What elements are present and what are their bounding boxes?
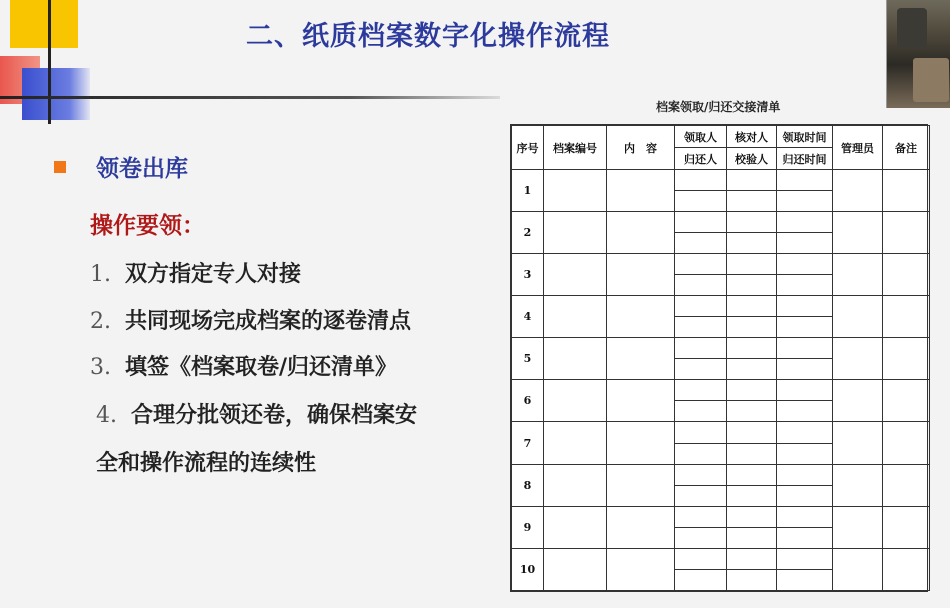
webcam-shape: [897, 8, 927, 48]
table-row: [512, 338, 930, 359]
decor-yellow-block: [10, 0, 78, 48]
row-manager-cell: [833, 212, 883, 254]
row-receiver-cell: [675, 338, 727, 359]
subheading: 操作要领：: [90, 213, 205, 239]
step-item: [90, 257, 301, 288]
row-remark-cell: [883, 506, 930, 548]
row-content-cell: [607, 338, 675, 380]
row-verifier-cell: [727, 401, 777, 422]
table-row: [512, 422, 930, 443]
row-returner-cell: [675, 359, 727, 380]
row-content-cell: [607, 380, 675, 422]
row-content-cell: [607, 296, 675, 338]
row-return-time-cell: [777, 485, 833, 506]
table-row: [512, 506, 930, 527]
row-receive-time-cell: [777, 170, 833, 191]
row-content-cell: [607, 506, 675, 548]
header-receive-time: 领取时间: [777, 126, 833, 148]
row-verifier-cell: [727, 317, 777, 338]
table-row: [512, 296, 930, 317]
row-receiver-cell: [675, 506, 727, 527]
row-receiver-cell: [675, 422, 727, 443]
table-row: [512, 380, 930, 401]
row-receiver-cell: [675, 380, 727, 401]
row-receiver-cell: [675, 254, 727, 275]
step-text: 合理分批领还卷，确保档案安: [131, 403, 418, 428]
row-receiver-cell: [675, 212, 727, 233]
row-verifier-cell: [727, 275, 777, 296]
row-checker-cell: [727, 464, 777, 485]
row-verifier-cell: [727, 443, 777, 464]
table-row: [512, 212, 930, 233]
bullet-square-icon: [54, 161, 66, 173]
row-remark-cell: [883, 170, 930, 212]
row-checker-cell: [727, 548, 777, 569]
step-item: [90, 304, 411, 335]
table-row: [512, 170, 930, 191]
row-remark-cell: [883, 254, 930, 296]
row-verifier-cell: [727, 485, 777, 506]
row-manager-cell: [833, 548, 883, 590]
row-seq-cell: 1: [512, 170, 544, 212]
row-receive-time-cell: [777, 212, 833, 233]
row-archive-no-cell: [544, 506, 607, 548]
slide-title: 二、纸质档案数字化操作流程: [246, 21, 610, 52]
row-checker-cell: [727, 422, 777, 443]
row-archive-no-cell: [544, 296, 607, 338]
row-return-time-cell: [777, 443, 833, 464]
header-archive-no: 档案编号: [544, 126, 607, 170]
row-verifier-cell: [727, 527, 777, 548]
row-checker-cell: [727, 296, 777, 317]
row-receive-time-cell: [777, 548, 833, 569]
row-return-time-cell: [777, 569, 833, 590]
step-text: 共同现场完成档案的逐卷清点: [125, 309, 412, 334]
row-remark-cell: [883, 464, 930, 506]
row-seq-cell: 6: [512, 380, 544, 422]
header-checker: 核对人: [727, 126, 777, 148]
row-return-time-cell: [777, 359, 833, 380]
row-archive-no-cell: [544, 170, 607, 212]
row-content-cell: [607, 254, 675, 296]
row-remark-cell: [883, 422, 930, 464]
row-checker-cell: [727, 212, 777, 233]
row-remark-cell: [883, 380, 930, 422]
row-manager-cell: [833, 380, 883, 422]
row-checker-cell: [727, 506, 777, 527]
row-returner-cell: [675, 527, 727, 548]
row-content-cell: [607, 422, 675, 464]
row-receiver-cell: [675, 464, 727, 485]
row-receive-time-cell: [777, 464, 833, 485]
step-item: [96, 398, 417, 429]
row-archive-no-cell: [544, 380, 607, 422]
row-seq-cell: 10: [512, 548, 544, 590]
row-manager-cell: [833, 296, 883, 338]
row-remark-cell: [883, 296, 930, 338]
row-seq-cell: 7: [512, 422, 544, 464]
step-text-continued: 全和操作流程的连续性: [96, 451, 317, 476]
row-checker-cell: [727, 338, 777, 359]
row-verifier-cell: [727, 569, 777, 590]
step-number: 3.: [90, 355, 111, 380]
row-verifier-cell: [727, 233, 777, 254]
header-verifier: 校验人: [727, 148, 777, 170]
row-return-time-cell: [777, 233, 833, 254]
row-checker-cell: [727, 170, 777, 191]
step-number: 2.: [90, 309, 111, 334]
webcam-shape: [913, 58, 949, 102]
row-receive-time-cell: [777, 296, 833, 317]
row-content-cell: [607, 464, 675, 506]
section-heading: 领卷出库: [96, 156, 188, 182]
header-receiver: 领取人: [675, 126, 727, 148]
step-text: 双方指定专人对接: [125, 262, 302, 287]
row-return-time-cell: [777, 317, 833, 338]
table-row: [512, 464, 930, 485]
row-verifier-cell: [727, 359, 777, 380]
row-returner-cell: [675, 275, 727, 296]
section-bullet: [54, 150, 188, 183]
row-remark-cell: [883, 338, 930, 380]
row-returner-cell: [675, 233, 727, 254]
row-seq-cell: 5: [512, 338, 544, 380]
row-seq-cell: 2: [512, 212, 544, 254]
row-archive-no-cell: [544, 548, 607, 590]
row-remark-cell: [883, 548, 930, 590]
row-manager-cell: [833, 464, 883, 506]
row-returner-cell: [675, 485, 727, 506]
row-checker-cell: [727, 380, 777, 401]
row-content-cell: [607, 212, 675, 254]
form-title: 档案领取/归还交接清单: [656, 100, 781, 114]
row-content-cell: [607, 548, 675, 590]
handover-form: [510, 124, 928, 592]
row-archive-no-cell: [544, 254, 607, 296]
row-receiver-cell: [675, 548, 727, 569]
row-return-time-cell: [777, 527, 833, 548]
row-manager-cell: [833, 254, 883, 296]
row-manager-cell: [833, 170, 883, 212]
row-archive-no-cell: [544, 338, 607, 380]
step-text: 填签《档案取卷/归还清单》: [125, 355, 398, 380]
decor-blue-block: [22, 68, 90, 120]
row-archive-no-cell: [544, 422, 607, 464]
row-archive-no-cell: [544, 464, 607, 506]
handover-table: [511, 125, 930, 591]
row-manager-cell: [833, 338, 883, 380]
step-number: 1.: [90, 262, 111, 287]
row-returner-cell: [675, 401, 727, 422]
table-row: [512, 548, 930, 569]
row-receiver-cell: [675, 170, 727, 191]
header-content: 内 容: [607, 126, 675, 170]
row-manager-cell: [833, 506, 883, 548]
row-receive-time-cell: [777, 338, 833, 359]
row-receive-time-cell: [777, 380, 833, 401]
row-receive-time-cell: [777, 254, 833, 275]
header-manager: 管理员: [833, 126, 883, 170]
step-item: [90, 350, 397, 381]
row-seq-cell: 4: [512, 296, 544, 338]
row-content-cell: [607, 170, 675, 212]
row-seq-cell: 8: [512, 464, 544, 506]
row-returner-cell: [675, 317, 727, 338]
row-receiver-cell: [675, 296, 727, 317]
decor-vertical-line: [48, 0, 51, 124]
row-returner-cell: [675, 443, 727, 464]
header-seq: 序号: [512, 126, 544, 170]
header-returner: 归还人: [675, 148, 727, 170]
row-manager-cell: [833, 422, 883, 464]
step-number: 4.: [96, 403, 117, 428]
row-archive-no-cell: [544, 212, 607, 254]
row-seq-cell: 9: [512, 506, 544, 548]
row-receive-time-cell: [777, 506, 833, 527]
row-receive-time-cell: [777, 422, 833, 443]
header-return-time: 归还时间: [777, 148, 833, 170]
row-remark-cell: [883, 212, 930, 254]
table-row: [512, 254, 930, 275]
row-checker-cell: [727, 254, 777, 275]
row-seq-cell: 3: [512, 254, 544, 296]
row-verifier-cell: [727, 191, 777, 212]
row-returner-cell: [675, 191, 727, 212]
row-return-time-cell: [777, 191, 833, 212]
header-remark: 备注: [883, 126, 930, 170]
row-return-time-cell: [777, 401, 833, 422]
webcam-overlay: [886, 0, 950, 108]
row-return-time-cell: [777, 275, 833, 296]
row-returner-cell: [675, 569, 727, 590]
table-header-row: [512, 126, 930, 148]
decor-horizontal-line: [0, 96, 500, 99]
